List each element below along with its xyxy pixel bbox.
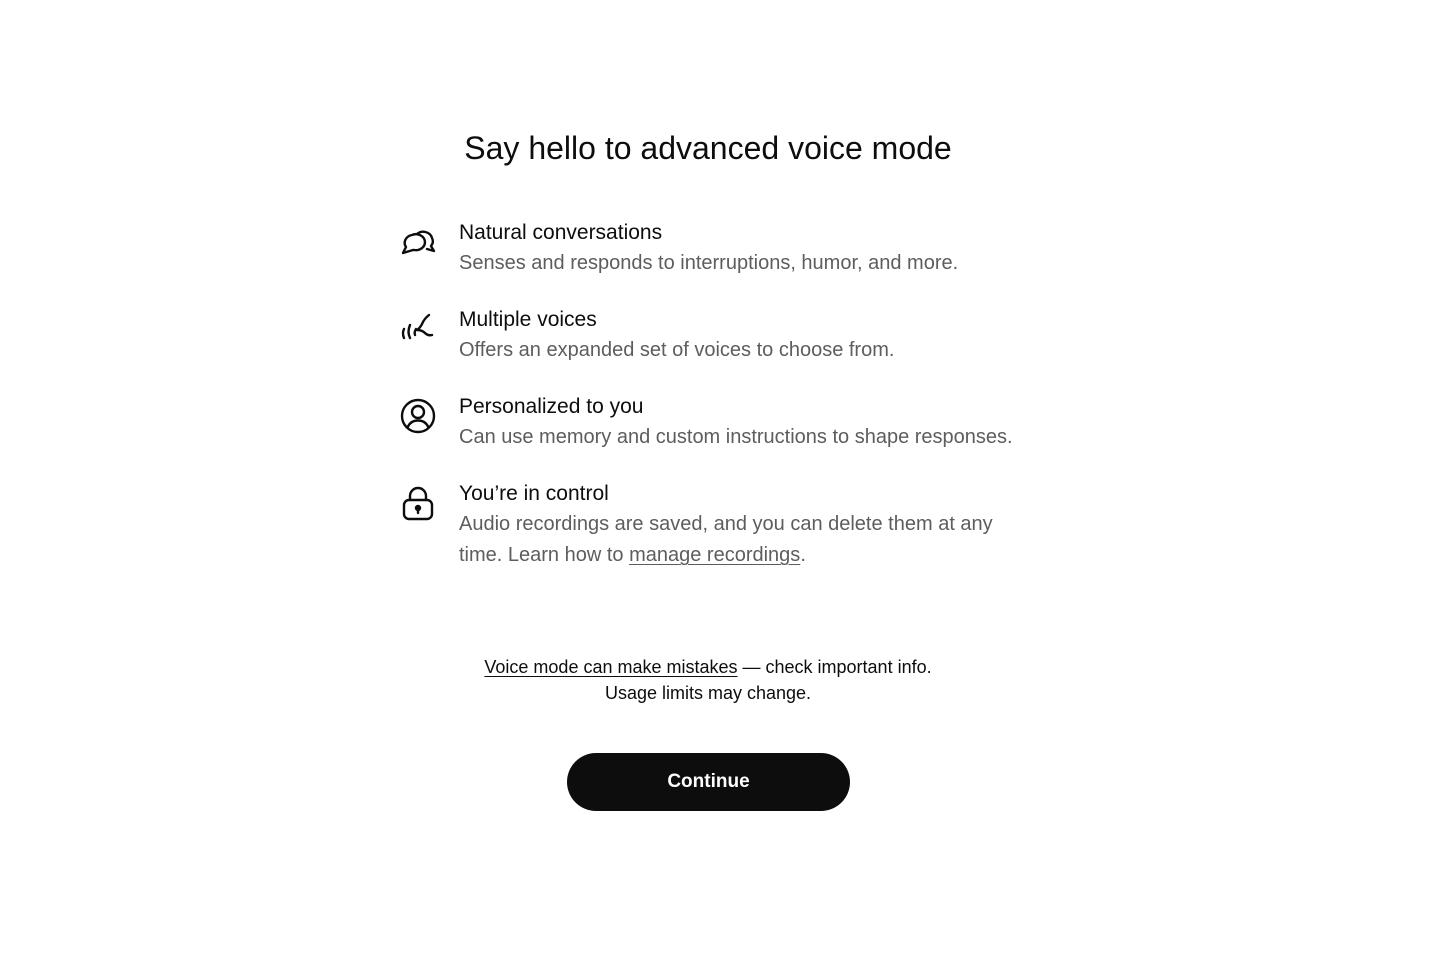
feature-description: Offers an expanded set of voices to choose from. [459,339,895,361]
chat-bubbles-icon [398,222,438,262]
feature-title: Multiple voices [459,308,597,331]
feature-item-multiple-voices [398,305,1038,366]
page-title: Say hello to advanced voice mode [464,130,952,166]
feature-item-in-control [398,479,1038,571]
disclaimer [0,654,1416,706]
feature-description-suffix: . [800,544,806,566]
voice-mode-mistakes-link[interactable]: Voice mode can make mistakes [484,657,738,677]
feature-description [459,509,1019,571]
feature-list [398,218,1038,597]
feature-description: Can use memory and custom instructions to shape responses. [459,426,1013,448]
user-circle-icon [398,396,438,436]
disclaimer-line-2: Usage limits may change. [604,683,812,703]
feature-description: Senses and responds to interruptions, humor, and more. [459,252,959,274]
lock-icon [398,483,438,523]
voice-waves-icon [398,309,438,349]
feature-title: Natural conversations [459,221,663,244]
feature-item-natural-conversations [398,218,1038,279]
disclaimer-line-1 [0,654,1416,680]
feature-title: Personalized to you [459,395,644,418]
manage-recordings-link[interactable]: manage recordings [629,544,801,566]
feature-item-personalized [398,392,1038,453]
continue-button[interactable]: Continue [567,753,850,811]
disclaimer-text: — check important info. [737,657,932,677]
feature-description-text: Audio recordings are saved, and you can delete them at any time. Learn how to [459,513,993,566]
feature-title: You’re in control [459,482,609,505]
